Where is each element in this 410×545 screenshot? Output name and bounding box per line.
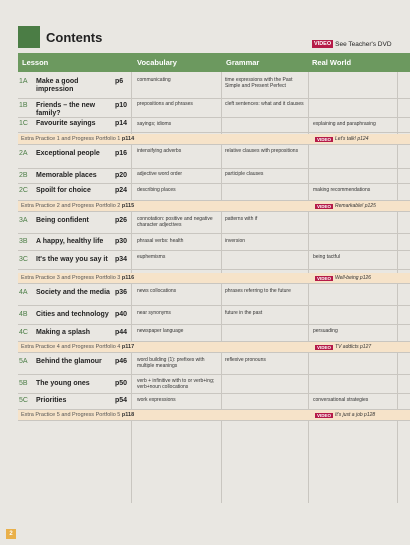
lesson-page: p16 <box>115 150 128 157</box>
video-badge: VIDEO <box>314 41 332 47</box>
extra-practice-label <box>21 136 134 142</box>
vocabulary-cell: adjective word order <box>137 171 183 177</box>
vocabulary-cell: connotation: positive and negative character adjectives <box>137 216 213 228</box>
title-square-icon <box>18 26 40 48</box>
table-header <box>18 53 410 72</box>
lesson-title: Spoilt for choice <box>36 187 91 194</box>
table-row <box>18 394 410 410</box>
lesson-page: p46 <box>115 358 128 365</box>
lesson-title: It's the way you say it <box>36 256 108 263</box>
real-world-cell: making recommendations <box>313 187 371 193</box>
grammar-cell: future in the past <box>225 310 263 316</box>
video-title: Let's talk! p124 <box>335 136 369 142</box>
table-row <box>18 354 410 375</box>
vocabulary-cell: describing places <box>137 187 176 193</box>
lesson-page: p14 <box>115 120 128 127</box>
lesson-code: 4B <box>19 311 28 318</box>
extra-video <box>315 203 376 209</box>
vocabulary-cell: newspaper language <box>137 328 184 334</box>
lesson-code: 3C <box>19 256 28 263</box>
extra-practice-label <box>21 203 134 209</box>
extra-practice-label <box>21 412 134 418</box>
lesson-code: 1C <box>19 120 28 127</box>
extra-practice-row <box>18 273 410 284</box>
table-row <box>18 146 410 169</box>
lesson-title: Friends – the new family? <box>36 102 96 117</box>
video-badge: VIDEO <box>317 412 332 418</box>
lesson-page: p20 <box>115 172 128 179</box>
extra-practice-page: p114 <box>121 136 135 142</box>
lesson-title: Cities and technology <box>36 311 109 318</box>
lesson-code: 5A <box>19 358 28 365</box>
table-row <box>18 251 410 270</box>
real-world-cell: explaining and paraphrasing <box>313 121 376 127</box>
vocabulary-cell: verb + infinitive with to or verb+ing; verb+noun collocations <box>137 378 215 390</box>
extra-practice-row <box>18 134 410 145</box>
video-title: Well-being p126 <box>335 275 372 281</box>
vocabulary-cell: word building (1): prefixes with multiple meanings <box>137 357 205 369</box>
vocabulary-cell: news collocations <box>137 288 177 294</box>
lesson-code: 3B <box>19 238 28 245</box>
extra-practice-label <box>21 344 134 350</box>
page-title: Contents <box>46 29 103 45</box>
extra-video <box>315 412 375 418</box>
lesson-title: The young ones <box>36 380 90 387</box>
lesson-title: Favourite sayings <box>36 120 96 127</box>
grammar-cell: reflexive pronouns <box>225 357 266 363</box>
lesson-page: p24 <box>115 187 128 194</box>
extra-practice-text: Extra Practice 2 and Progress Portfolio 2 <box>21 203 121 209</box>
lesson-code: 5B <box>19 380 28 387</box>
lesson-title: Make a good impression <box>36 78 79 93</box>
extra-practice-label <box>21 275 134 281</box>
video-title: It's just a job p128 <box>335 412 376 418</box>
lesson-title: A happy, healthy life <box>36 238 104 245</box>
lesson-page: p30 <box>115 238 128 245</box>
table-row <box>18 306 410 325</box>
extra-practice-text: Extra Practice 3 and Progress Portfolio 3 <box>21 275 121 281</box>
lesson-title: Exceptional people <box>36 150 100 157</box>
extra-practice-page: p116 <box>121 275 135 281</box>
table-row <box>18 74 410 99</box>
extra-practice-text: Extra Practice 5 and Progress Portfolio 5 <box>21 412 121 418</box>
grammar-cell: patterns with if <box>225 216 258 222</box>
lesson-code: 5C <box>19 397 28 404</box>
vocabulary-cell: sayings; idioms <box>137 121 172 127</box>
grammar-cell: phrases referring to the future <box>225 288 291 294</box>
lesson-title: Making a splash <box>36 329 91 336</box>
lesson-code: 4C <box>19 329 28 336</box>
vocabulary-cell: intensifying adverbs <box>137 148 182 154</box>
lesson-title: Being confident <box>36 217 89 224</box>
extra-video <box>315 344 371 350</box>
video-badge: VIDEO <box>317 275 332 281</box>
video-badge: VIDEO <box>317 136 332 142</box>
video-title: TV addicts p127 <box>335 344 372 350</box>
grammar-cell: relative clauses with prepositions <box>225 148 299 154</box>
video-badge: VIDEO <box>317 344 332 350</box>
extra-practice-row <box>18 342 410 353</box>
extra-practice-row <box>18 410 410 421</box>
lesson-code: 2A <box>19 150 28 157</box>
video-header <box>312 40 392 48</box>
table-row <box>18 99 410 118</box>
real-world-cell: conversational strategies <box>313 397 369 403</box>
video-badge: VIDEO <box>317 203 332 209</box>
real-world-cell: being tactful <box>313 254 340 260</box>
vocabulary-cell: work expressions <box>137 397 176 403</box>
lesson-page: p36 <box>115 289 128 296</box>
lesson-code: 2B <box>19 172 28 179</box>
table-row <box>18 234 410 251</box>
table-row <box>18 325 410 342</box>
vocabulary-cell: phrasal verbs: health <box>137 238 184 244</box>
grammar-cell: inversion <box>225 238 246 244</box>
real-world-cell: persuading <box>313 328 338 334</box>
extra-practice-text: Extra Practice 4 and Progress Portfolio 4 <box>21 344 121 350</box>
lesson-title: Behind the glamour <box>36 358 102 365</box>
table-row <box>18 375 410 394</box>
grammar-cell: participle clauses <box>225 171 264 177</box>
lesson-code: 2C <box>19 187 28 194</box>
title-area <box>18 26 102 48</box>
lesson-page: p6 <box>115 78 124 85</box>
vocabulary-cell: euphemisms <box>137 254 166 260</box>
lesson-code: 1A <box>19 78 28 85</box>
header-real-world: Real World <box>312 58 352 67</box>
table-row <box>18 213 410 234</box>
table-row <box>18 169 410 184</box>
extra-practice-text: Extra Practice 1 and Progress Portfolio 1 <box>21 136 121 142</box>
table-row <box>18 118 410 133</box>
lesson-page: p54 <box>115 397 128 404</box>
lesson-page: p44 <box>115 329 128 336</box>
extra-practice-page: p117 <box>121 344 135 350</box>
extra-video <box>315 136 369 142</box>
extra-practice-page: p115 <box>121 203 135 209</box>
header-lesson: Lesson <box>22 58 49 67</box>
extra-video <box>315 275 371 281</box>
grammar-cell: cleft sentences: what and it clauses <box>225 101 304 107</box>
lesson-code: 4A <box>19 289 28 296</box>
page-number: 2 <box>6 529 16 539</box>
lesson-page: p50 <box>115 380 128 387</box>
lesson-page: p10 <box>115 102 128 109</box>
lesson-code: 3A <box>19 217 28 224</box>
video-title: Remarkable! p125 <box>335 203 376 209</box>
vocabulary-cell: communicating <box>137 77 171 83</box>
video-header-text: See Teacher's DVD <box>335 40 392 48</box>
lesson-page: p40 <box>115 311 128 318</box>
header-vocabulary: Vocabulary <box>137 58 177 67</box>
lesson-title: Memorable places <box>36 172 97 179</box>
lesson-page: p34 <box>115 256 128 263</box>
vocabulary-cell: prepositions and phrases <box>137 101 193 107</box>
lesson-title: Society and the media <box>36 289 110 296</box>
extra-practice-row <box>18 201 410 212</box>
lesson-page: p26 <box>115 217 128 224</box>
lesson-code: 1B <box>19 102 28 109</box>
vocabulary-cell: near synonyms <box>137 310 171 316</box>
header-grammar: Grammar <box>226 58 260 67</box>
table-row <box>18 285 410 306</box>
lesson-title: Priorities <box>36 397 67 404</box>
table-row <box>18 184 410 201</box>
extra-practice-page: p118 <box>121 412 135 418</box>
grammar-cell: time expressions with the Past Simple and Present Perfect <box>225 77 293 89</box>
